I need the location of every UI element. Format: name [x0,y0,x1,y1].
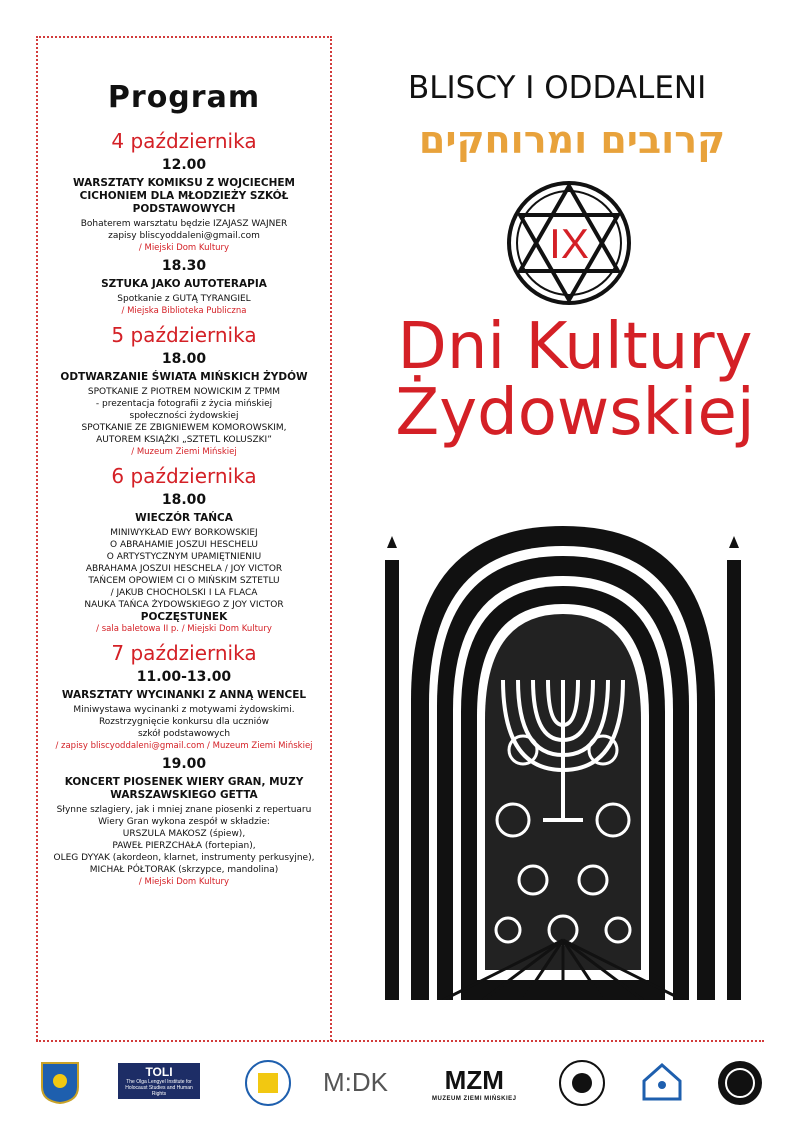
event-title: WIECZÓR TAŃCA [135,512,233,524]
event-line: MINIWYKŁAD EWY BORKOWSKIEJ [110,528,258,538]
mzm-logo-subtext: MUZEUM ZIEMI MIŃSKIEJ [432,1096,517,1102]
border-divider [330,36,332,1041]
day-heading: 4 października [111,129,257,153]
event-line: OLEG DYYAK (akordeon, klarnet, instrumenty perkusyjne), [53,853,315,863]
event-title: KONCERT PIOSENEK WIERY GRAN, MUZY WARSZAWSKIEGO GETTA [64,776,304,801]
event-venue: / Miejska Biblioteka Publiczna [121,306,247,316]
toli-logo [118,1063,200,1099]
program-title: Program [107,80,261,115]
event-line: Rozstrzygnięcie konkursu dla uczniów [98,717,270,727]
event-line: TAŃCEM OPOWIEM CI O MIŃSKIM SZTETLU [88,576,280,586]
day-heading: 5 października [111,323,257,347]
event-time: 11.00-13.00 [136,669,232,685]
event-line: POCZĘSTUNEK [140,611,228,623]
event-line: szkół podstawowych [137,729,231,739]
edition-number: IX [549,220,589,267]
toli-logo-subtext: The Olga Lengyel Institute for Holocaust Studies and Human Rights [125,1079,193,1097]
event-line: SPOTKANIE Z PIOTREM NOWICKIM Z TPMM [87,387,281,397]
star-of-david-emblem [504,178,634,308]
festival-title [370,310,780,450]
event-line: / JAKUB CHOCHOLSKI I LA FLACA [110,588,258,598]
event-venue: / zapisy bliscyoddaleni@gmail.com / Muzeum Ziemi Mińskiej [55,741,313,751]
border-bottom [36,1040,764,1042]
mzm-logo [432,1065,517,1102]
event-line: Wiery Gran wykona zespół w składzie: [98,817,270,827]
event-time: 12.00 [161,157,207,173]
event-line: O ABRAHAMIE JOSZUI HESCHELU [110,540,258,550]
event-line: Słynne szlagiery, jak i mniej znane piosenki z repertuaru [56,805,312,815]
dance-studio-logo-icon [716,1059,764,1107]
program-column [40,80,328,890]
event-title: WARSZTATY WYCINANKI Z ANNĄ WENCEL [61,689,307,701]
border-top [36,36,332,38]
event-title: WARSZTATY KOMIKSU Z WOJCIECHEM CICHONIEM DLA MŁODZIEŻY SZKÓŁ PODSTAWOWYCH [73,177,295,215]
event-venue: / sala baletowa II p. / Miejski Dom Kultury [96,624,272,634]
event-line: Spotkanie z GUTĄ TYRANGIEL [117,294,251,304]
day-heading: 7 października [111,641,257,665]
event-line: PAWEŁ PIERZCHAŁA (fortepian), [112,841,256,851]
event-line: NAUKA TAŃCA ŻYDOWSKIEGO Z JOY VICTOR [84,600,284,610]
event-line: Bohaterem warsztatu będzie IZAJASZ WAJNER [80,219,288,229]
event-title: SZTUKA JAKO AUTOTERAPIA [101,278,267,290]
event-line: SPOTKANIE ZE ZBIGNIEWEM KOMOROWSKIM, [81,423,287,433]
event-time: 19.00 [161,756,207,772]
day-heading: 6 października [111,464,257,488]
hebrew-title: קרובים ומרוחקים [418,118,726,162]
event-time: 18.00 [161,351,207,367]
event-line: AUTOREM KSIĄŻKI „SZTETL KOLUSZKI” [96,435,272,445]
event-line: społeczności żydowskiej [129,411,239,421]
city-coat-of-arms-icon [40,1061,80,1105]
event-line: MICHAŁ PÓŁTORAK (skrzypce, mandolina) [89,865,279,875]
event-title: ODTWARZANIE ŚWIATA MIŃSKICH ŻYDÓW [60,371,308,383]
toli-logo-text: TOLI [145,1065,173,1079]
event-time: 18.30 [161,258,207,274]
brand-title: BLISCY I ODDALENI [408,70,707,106]
event-line: URSZULA MAKOSZ (śpiew), [122,829,246,839]
sponsor-logos [36,1055,764,1115]
event-line: ABRAHAMA JOSZUI HESCHELA / JOY VICTOR [85,564,283,574]
event-line: O ARTYSTYCZNYM UPAMIĘTNIENIU [106,552,262,562]
library-logo-icon [244,1059,292,1107]
event-line: Miniwystawa wycinanki z motywami żydowskimi. [73,705,295,715]
event-venue: / Miejski Dom Kultury [138,243,230,253]
mdk-logo: M:DK [323,1067,388,1097]
border-left [36,36,38,1041]
heritage-house-icon [640,1059,684,1107]
synagogue-papercut-illustration [383,520,743,1000]
event-line: - prezentacja fotografii z życia mińskiej [95,399,273,409]
festival-title-line2: Żydowskiej [395,376,755,450]
event-time: 18.00 [161,492,207,508]
event-venue: / Miejski Dom Kultury [138,877,230,887]
festival-title-line1: Dni Kultury [397,310,753,384]
event-venue: / Muzeum Ziemi Mińskiej [131,447,237,457]
event-line: zapisy bliscyoddaleni@gmail.com [108,231,260,241]
society-logo-icon [558,1059,606,1107]
mzm-logo-text: MZM [444,1065,504,1095]
